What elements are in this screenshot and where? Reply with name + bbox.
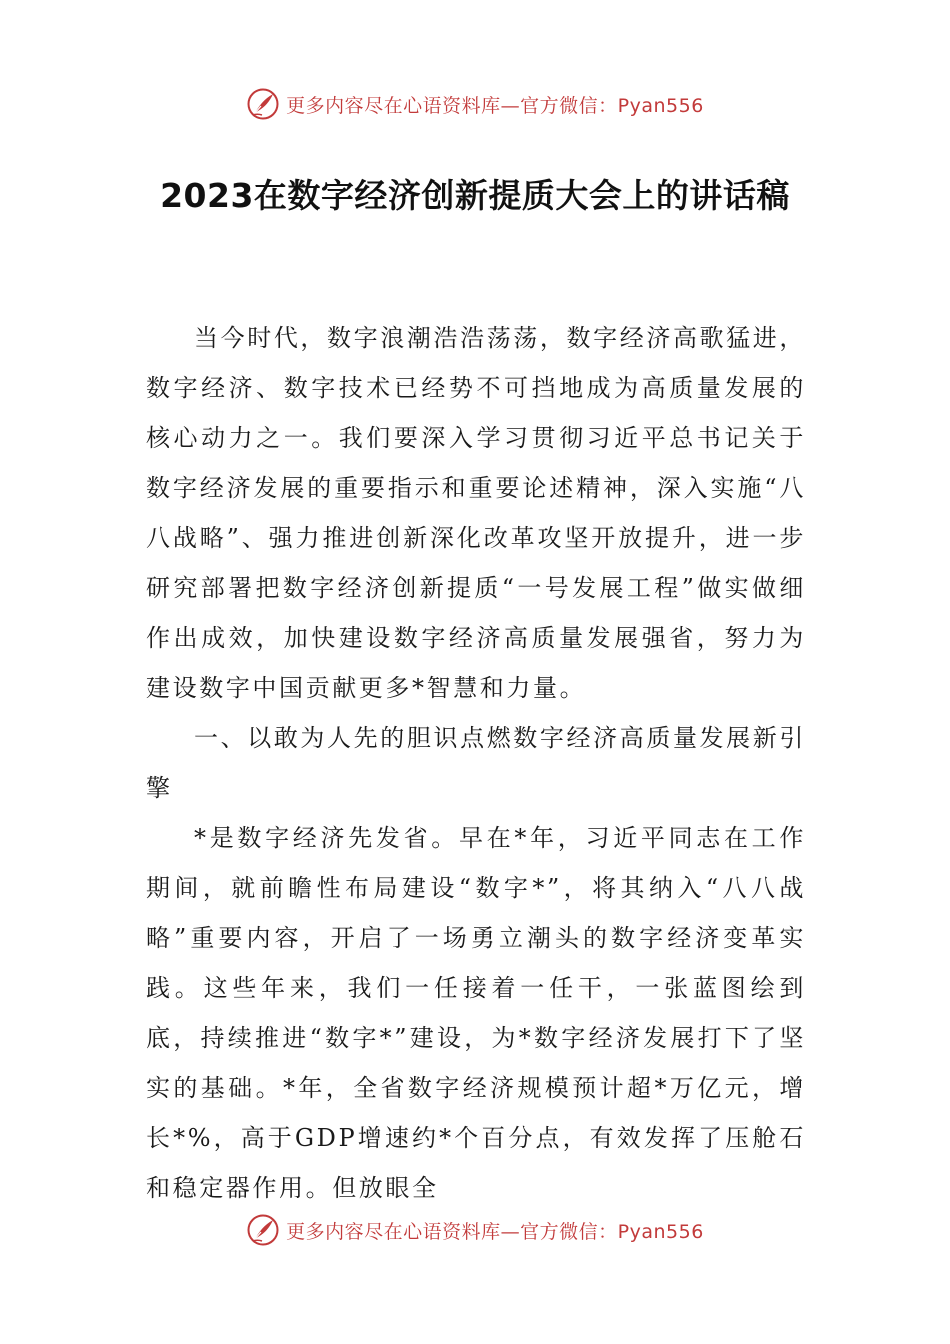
paragraph-intro: 当今时代，数字浪潮浩浩荡荡，数字经济高歌猛进，数字经济、数字技术已经势不可挡地成为高质量发展的核心动力之一。我们要深入学习贯彻习近平总书记关于数字经济发展的重要指示和重要论述精神，深入实施“八八战略”、强力推进创新深化改革攻坚开放提升，进一步研究部署把数字经济创新提质“一号发展工程”做实做细作出成效，加快建设数字经济高质量发展强省，努力为建设数字中国贡献更多*智慧和力量。 — [146, 324, 806, 702]
footer-watermark — [0, 1208, 950, 1252]
document-title: 2023在数字经济创新提质大会上的讲话稿 — [160, 176, 790, 215]
paragraph-section-1: *是数字经济先发省。早在*年，习近平同志在工作期间，就前瞻性布局建设“数字*”，将其纳入“八八战略”重要内容，开启了一场勇立潮头的数字经济变革实践。这些年来，我们一任接着一任干，一张蓝图绘到底，持续推进“数字*”建设，为*数字经济发展打下了坚实的基础。*年，全省数字经济规模预计超*万亿元，增长*%，高于GDP增速约*个百分点，有效发挥了压舱石和稳定器作用。但放眼全 — [146, 824, 806, 1202]
section-heading-1: 一、以敢为人先的胆识点燃数字经济高质量发展新引擎 — [146, 724, 806, 802]
quill-pen-logo-icon — [246, 87, 280, 121]
document-body — [146, 313, 806, 1213]
header-watermark — [0, 82, 950, 126]
watermark-handle: Pyan556 — [617, 94, 704, 117]
watermark-handle: Pyan556 — [617, 1220, 704, 1243]
quill-pen-logo-icon — [246, 1213, 280, 1247]
watermark-text: 更多内容尽在心语资料库—官方微信：Pyan556 — [286, 1220, 704, 1243]
watermark-text: 更多内容尽在心语资料库—官方微信：Pyan556 — [286, 94, 704, 117]
